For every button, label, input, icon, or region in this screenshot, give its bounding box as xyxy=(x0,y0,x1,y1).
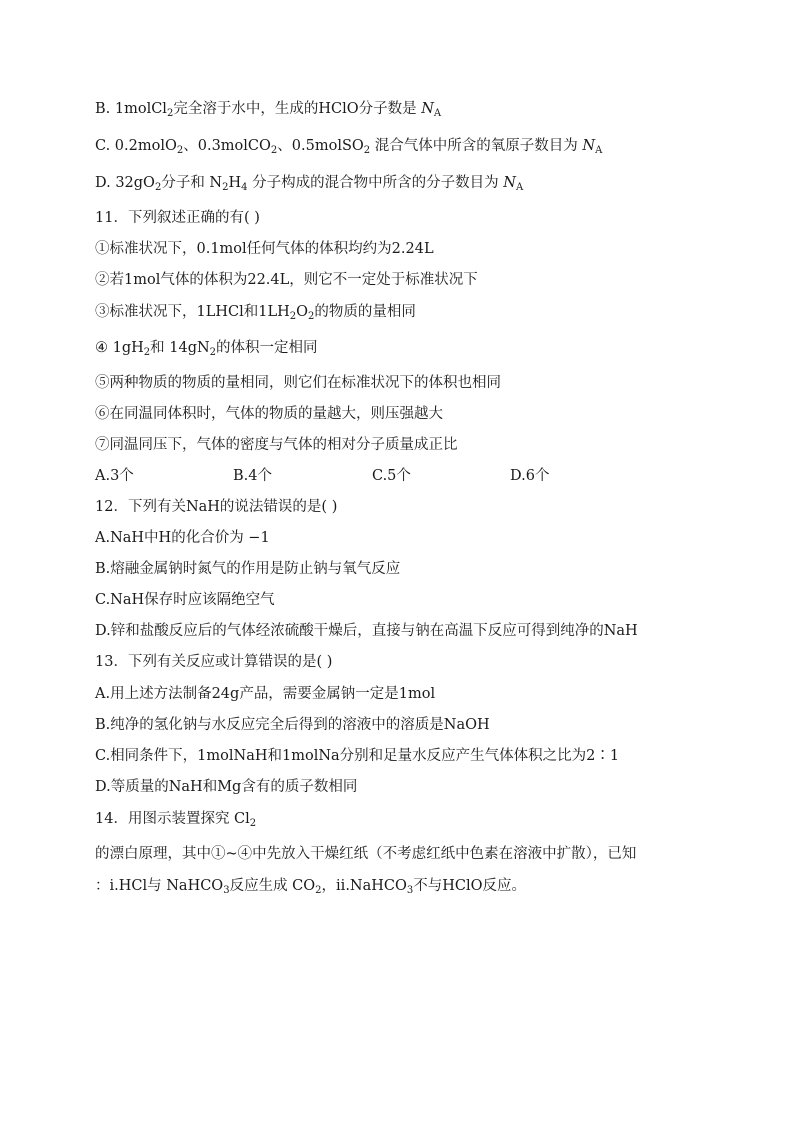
q11-item-6: ⑥在同温同体积时，气体的物质的量越大，则压强越大 xyxy=(95,406,443,422)
q10-option-c: C. 0.2molO$_2$、0.3molCO$_2$、0.5molSO$_2$ 混合气体中所含的氧原子数目为 $N_A$ xyxy=(95,138,603,156)
q13-option-c: C.相同条件下，1molNaH和1molNa分别和足量水反应产生气体体积之比为2∶1 xyxy=(95,748,620,764)
q11-item-4: ④ $1gH_2$和 $14gN_2$的体积一定相同 xyxy=(95,340,318,358)
q14-line-2: 的漂白原理，其中①~④中先放入干燥红纸（不考虑红纸中色素在溶液中扩散），已知 xyxy=(95,846,637,862)
q13-option-d: D.等质量的NaH和Mg含有的质子数相同 xyxy=(95,779,358,795)
q11-item-5: ⑤两种物质的物质的量相同，则它们在标准状况下的体积也相同 xyxy=(95,375,501,391)
q11-option-a: A.3个 xyxy=(95,468,134,484)
q13-option-a: A.用上述方法制备24g产品，需要金属钠一定是1mol xyxy=(95,686,436,702)
q10-option-d: D. $32gO_2$分子和 $N_2H_4$ 分子构成的混合物中所含的分子数目为 $N_A$ xyxy=(95,175,524,193)
q10-option-b: B. 1molCl$_2$完全溶于水中，生成的HClO分子数是 $N_A$ xyxy=(95,101,442,119)
q14-stem: 14．用图示装置探究 $Cl_2$ xyxy=(95,811,257,829)
q11-item-2: ②若1mol气体的体积为22.4L，则它不一定处于标准状况下 xyxy=(95,272,478,288)
q11-option-b: B.4个 xyxy=(233,468,272,484)
q13-option-b: B.纯净的氢化钠与水反应完全后得到的溶液中的溶质是NaOH xyxy=(95,717,490,733)
q12-option-d: D.锌和盐酸反应后的气体经浓硫酸干燥后，直接与钠在高温下反应可得到纯净的NaH xyxy=(95,623,638,639)
q12-option-b: B.熔融金属钠时氮气的作用是防止钠与氧气反应 xyxy=(95,561,401,577)
q12-option-c: C.NaH保存时应该隔绝空气 xyxy=(95,592,275,608)
q12-stem: 12．下列有关NaH的说法错误的是( ) xyxy=(95,499,338,515)
q14-line-3: ：ⅰ.HCl与 NaHCO$_3$反应生成 $CO_2$，ⅱ.NaHCO$_3$不与HClO反应。 xyxy=(95,878,527,896)
q11-stem: 11．下列叙述正确的有( ) xyxy=(95,210,260,226)
q13-stem: 13．下列有关反应或计算错误的是( ) xyxy=(95,654,333,670)
q11-option-d: D.6个 xyxy=(510,468,550,484)
q11-item-7: ⑦同温同压下，气体的密度与气体的相对分子质量成正比 xyxy=(95,437,458,453)
q11-item-1: ①标准状况下，0.1mol任何气体的体积均约为2.24L xyxy=(95,241,434,257)
q11-item-3: ③标准状况下，1LHCl和$1LH_2O_2$的物质的量相同 xyxy=(95,304,416,322)
q12-option-a: A.NaH中H的化合价为 −1 xyxy=(95,530,270,546)
q11-option-c: C.5个 xyxy=(372,468,411,484)
